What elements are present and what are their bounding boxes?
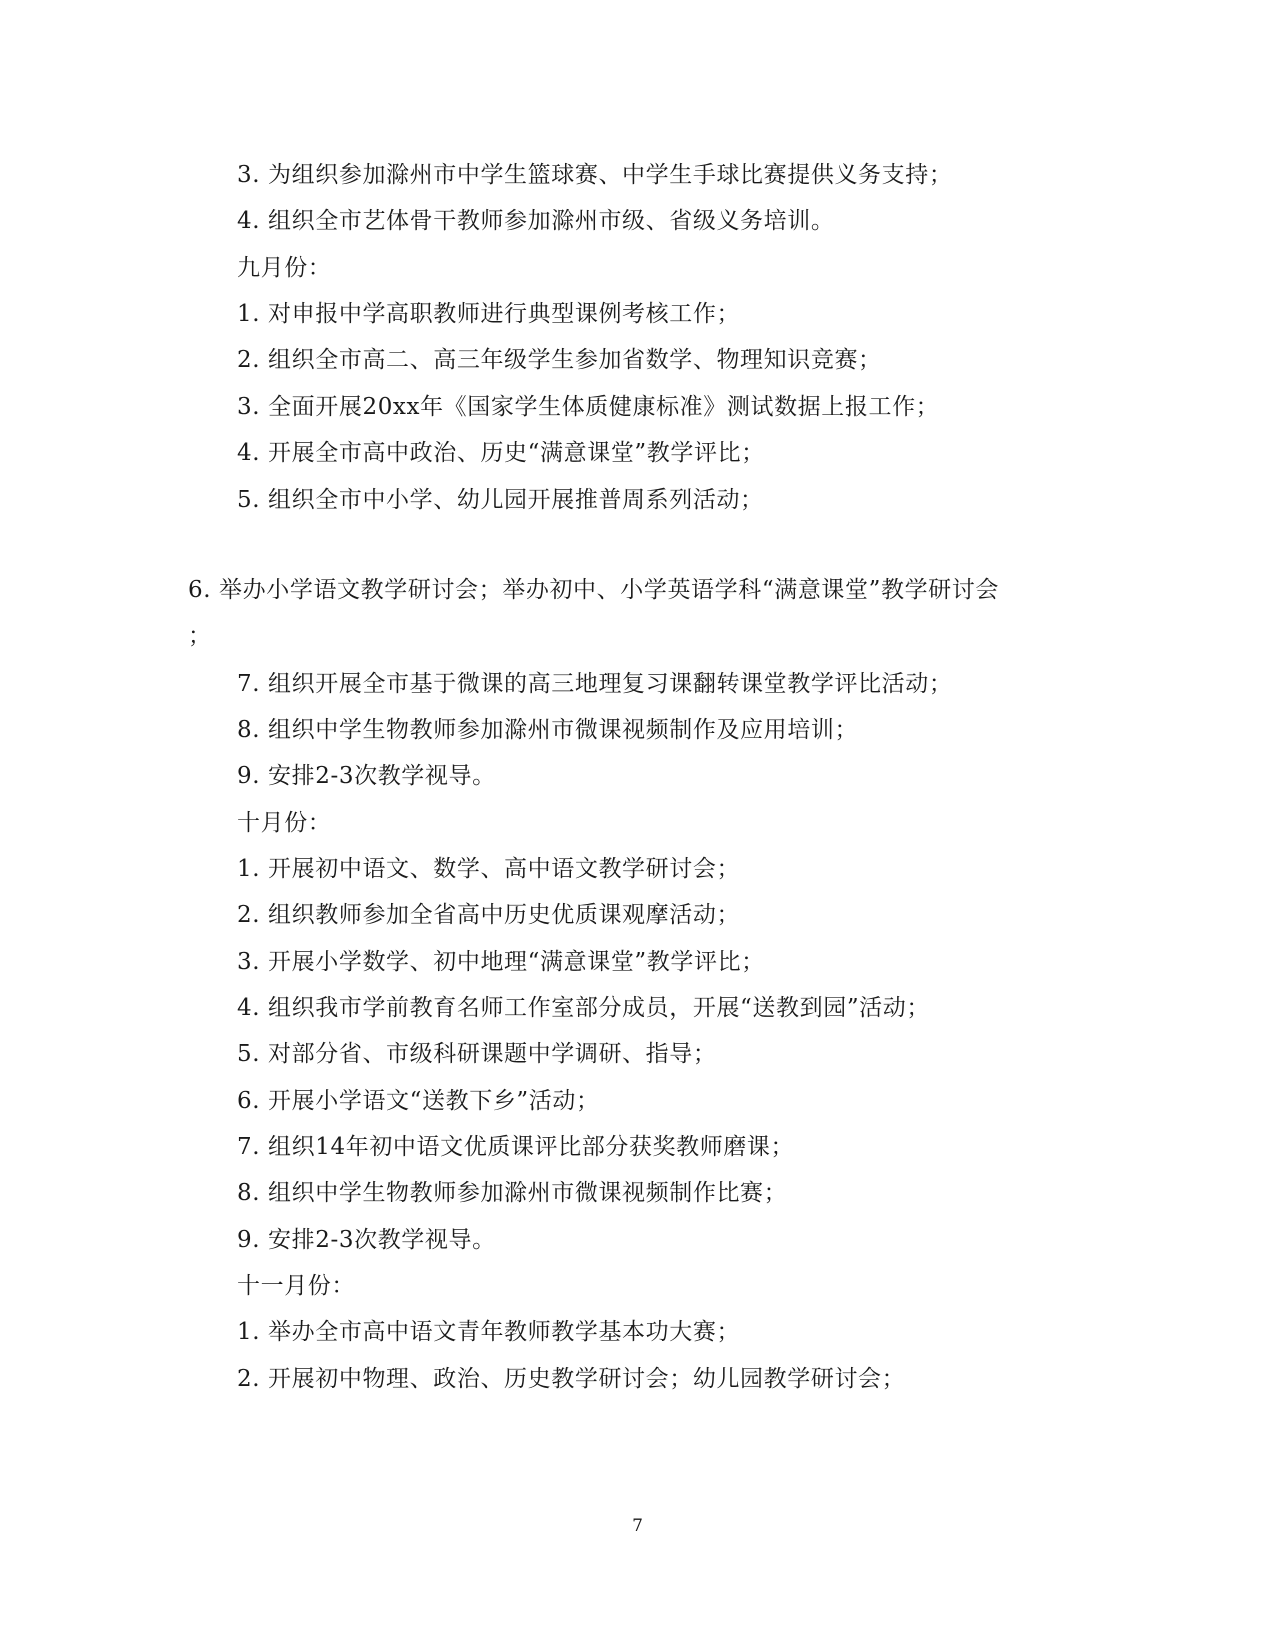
text-line: 9. 安排2-3次教学视导。 — [237, 1227, 496, 1253]
section-heading-september: 九月份： — [237, 255, 332, 281]
text-line: 6. 举办小学语文教学研讨会；举办初中、小学英语学科“满意课堂”教学研讨会 — [188, 577, 999, 603]
page-number: 7 — [632, 1516, 643, 1536]
text-line: 7. 组织开展全市基于微课的高三地理复习课翻转课堂教学评比活动； — [237, 671, 953, 697]
text-line: 5. 组织全市中小学、幼儿园开展推普周系列活动； — [237, 487, 764, 513]
text-line: 7. 组织14年初中语文优质课评比部分获奖教师磨课； — [237, 1134, 795, 1160]
section-heading-october: 十月份： — [237, 810, 332, 836]
text-line: 9. 安排2-3次教学视导。 — [237, 763, 496, 789]
text-line: 8. 组织中学生物教师参加滁州市微课视频制作及应用培训； — [237, 717, 859, 743]
text-line: 1. 对申报中学高职教师进行典型课例考核工作； — [237, 301, 741, 327]
text-line: 1. 开展初中语文、数学、高中语文教学研讨会； — [237, 856, 741, 882]
text-line: 5. 对部分省、市级科研课题中学调研、指导； — [237, 1041, 717, 1067]
text-line: 2. 开展初中物理、政治、历史教学研讨会；幼儿园教学研讨会； — [237, 1366, 906, 1392]
text-line-continuation: ； — [188, 623, 212, 649]
section-heading-november: 十一月份： — [237, 1273, 355, 1299]
text-line: 6. 开展小学语文“送教下乡”活动； — [237, 1088, 600, 1114]
text-line: 1. 举办全市高中语文青年教师教学基本功大赛； — [237, 1319, 741, 1345]
text-line: 2. 组织全市高二、高三年级学生参加省数学、物理知识竞赛； — [237, 347, 882, 373]
text-line: 4. 开展全市高中政治、历史“满意课堂”教学评比； — [237, 440, 765, 466]
text-line: 8. 组织中学生物教师参加滁州市微课视频制作比赛； — [237, 1180, 788, 1206]
text-line: 3. 全面开展20xx年《国家学生体质健康标准》测试数据上报工作； — [237, 394, 940, 420]
text-line: 2. 组织教师参加全省高中历史优质课观摩活动； — [237, 902, 741, 928]
text-line: 4. 组织我市学前教育名师工作室部分成员，开展“送教到园”活动； — [237, 995, 930, 1021]
text-line: 3. 开展小学数学、初中地理“满意课堂”教学评比； — [237, 949, 765, 975]
text-line: 4. 组织全市艺体骨干教师参加滁州市级、省级义务培训。 — [237, 208, 835, 234]
text-line: 3. 为组织参加滁州市中学生篮球赛、中学生手球比赛提供义务支持； — [237, 162, 953, 188]
